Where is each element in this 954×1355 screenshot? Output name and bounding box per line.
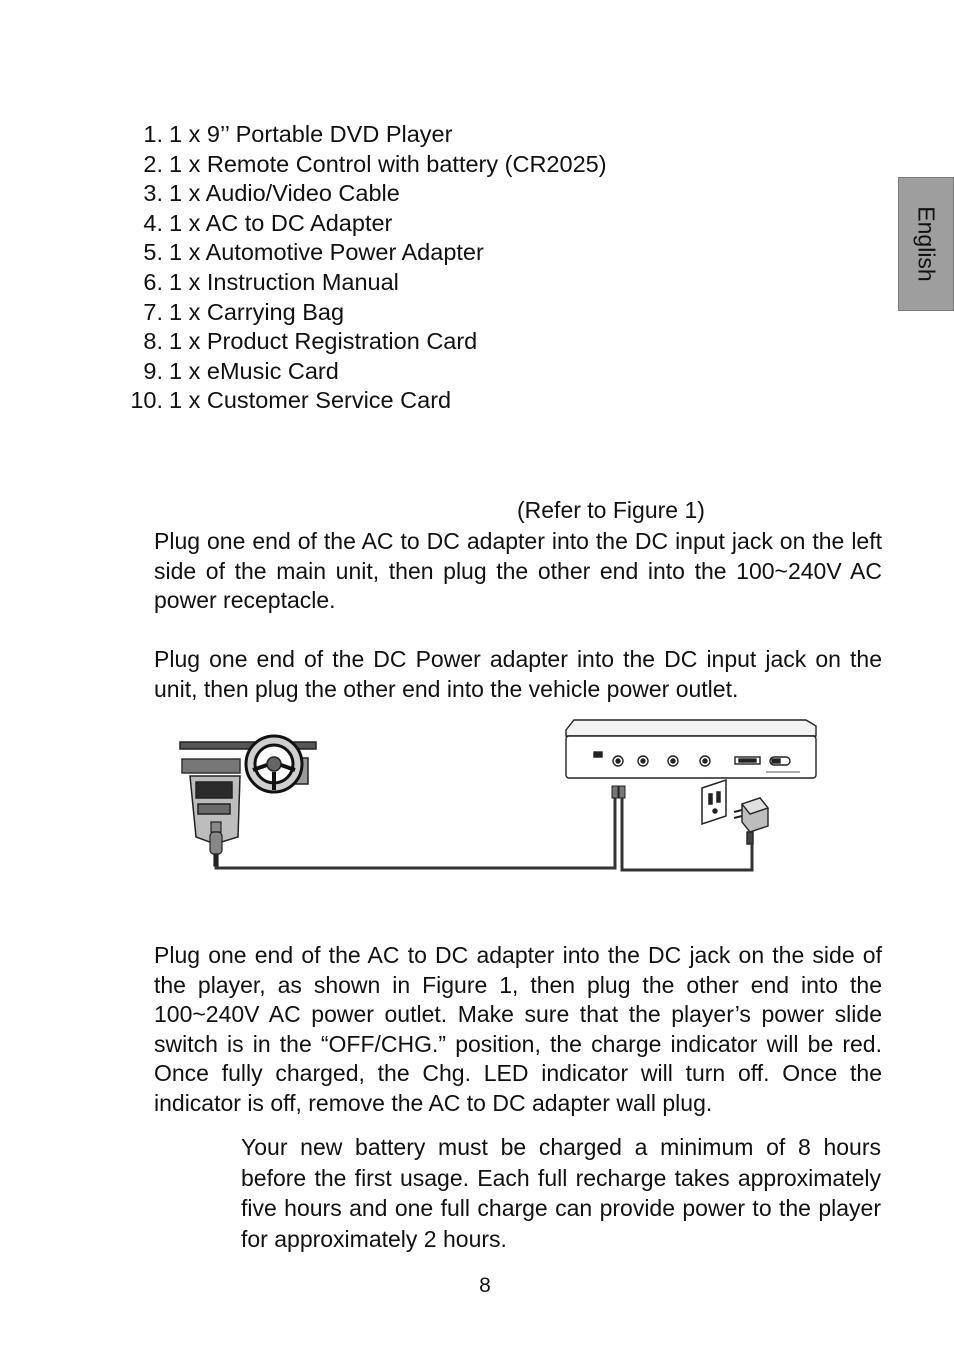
list-item-number: 9.: [143, 357, 163, 384]
page-number: 8: [479, 1274, 491, 1297]
list-item: [127, 267, 607, 297]
dvd-player-illustration: [566, 720, 816, 778]
figure-reference-note: (Refer to Figure 1): [517, 497, 705, 523]
list-item-text: 1 x Remote Control with battery (CR2025): [169, 150, 607, 177]
list-item-number: 10.: [130, 387, 163, 414]
ac-power-paragraph: Plug one end of the AC to DC adapter into the DC input jack on the left side of the main unit, then plug the other end into the 100~240V AC power receptacle.: [154, 528, 882, 614]
car-dashboard-illustration: [180, 736, 316, 844]
dc-plug-icons: [612, 786, 625, 798]
car-power-paragraph: Plug one end of the DC Power adapter into the DC input jack on the unit, then plug the other end into the vehicle power outlet.: [154, 646, 882, 702]
list-item-text: 1 x 9’’ Portable DVD Player: [169, 121, 453, 147]
language-tab: [898, 177, 954, 311]
list-item-text: 1 x Customer Service Card: [169, 387, 452, 414]
charging-paragraph: Plug one end of the AC to DC adapter into the DC jack on the side of the player, as shown in Figure 1, then plug the other end into the 100~240V AC power outlet. Make sure that the player’s power slide switch is in the “OFF/CHG.” position, the charge indicator will be red. Once fully charged, the Chg. LED indicator will turn off. Once the indicator is off, remove the AC to DC adapter wall plug.: [154, 942, 882, 1116]
list-item-text: 1 x eMusic Card: [169, 357, 339, 384]
list-item-number: 6.: [143, 268, 163, 295]
list-item: [127, 326, 607, 356]
list-item: [127, 356, 607, 386]
list-item: [127, 208, 607, 238]
list-item-number: 4.: [143, 209, 163, 236]
list-item: [127, 119, 607, 149]
car-plug-icon: [210, 822, 222, 866]
list-item-text: 1 x Product Registration Card: [169, 328, 478, 355]
list-item-number: 8.: [143, 328, 163, 355]
list-item-number: 2.: [143, 150, 163, 177]
package-contents-list: [127, 119, 607, 415]
ac-adapter-icon: [734, 798, 768, 844]
list-item-text: 1 x Instruction Manual: [169, 268, 399, 295]
list-item-text: 1 x AC to DC Adapter: [169, 209, 393, 236]
list-item: [127, 297, 607, 327]
wall-outlet-icon: [702, 780, 726, 824]
language-tab-label: English: [913, 206, 940, 282]
power-connection-figure: [170, 712, 830, 882]
list-item-text: 1 x Carrying Bag: [169, 298, 345, 325]
list-item: [127, 237, 607, 267]
power-cables: [216, 792, 752, 870]
list-item-number: 3.: [143, 180, 163, 207]
list-item: [127, 385, 607, 415]
battery-note: Your new battery must be charged a minimum of 8 hours before the first usage. Each full recharge takes approximately five hours and one full charge can provide power to the player for approximately 2 hours.: [241, 1134, 881, 1252]
list-item-number: 7.: [143, 298, 163, 325]
list-item: [127, 149, 607, 179]
list-item-number: 1.: [143, 121, 163, 147]
list-item-text: 1 x Automotive Power Adapter: [169, 239, 484, 266]
list-item: [127, 178, 607, 208]
list-item-text: 1 x Audio/Video Cable: [169, 180, 400, 207]
list-item-number: 5.: [143, 239, 163, 266]
